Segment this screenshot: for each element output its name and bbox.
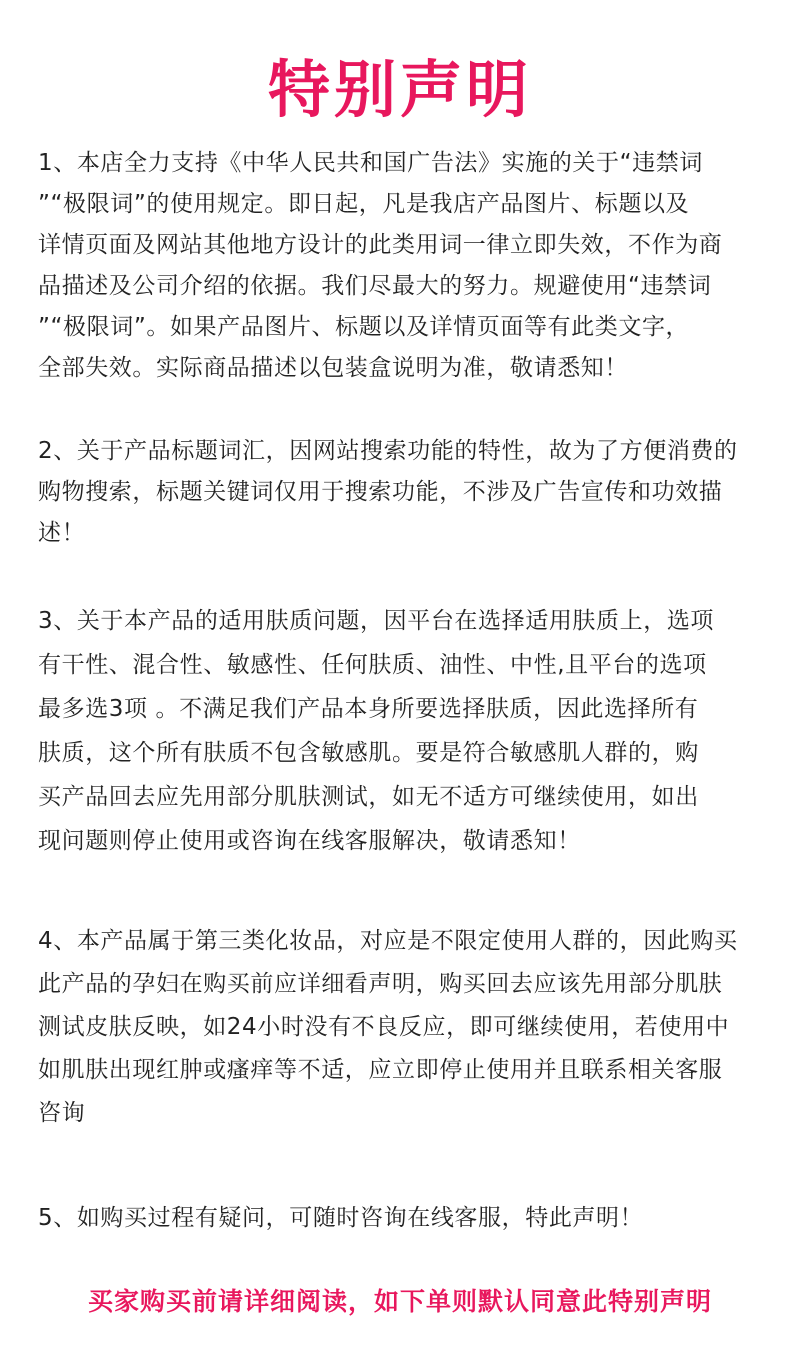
paragraph-line: ”“极限词”的使用规定。即日起，凡是我店产品图片、标题以及 xyxy=(38,191,690,217)
paragraph-line: 最多选3项 。不满足我们产品本身所要选择肤质，因此选择所有 xyxy=(38,696,699,722)
paragraph-line: 详情页面及网站其他地方设计的此类用词一律立即失效，不作为商 xyxy=(38,232,723,258)
paragraph-line: 如肌肤出现红肿或瘙痒等不适，应立即停止使用并且联系相关客服 xyxy=(38,1057,723,1083)
paragraph-line: 述！ xyxy=(38,520,86,546)
paragraph-line: 品描述及公司介绍的依据。我们尽最大的努力。规避使用“违禁词 xyxy=(38,273,712,299)
paragraph-line: 5、如购买过程有疑问，可随时咨询在线客服，特此声明！ xyxy=(38,1205,644,1231)
paragraph-line: 有干性、混合性、敏感性、任何肤质、油性、中性,且平台的选项 xyxy=(38,652,707,678)
footer-notice: 买家购买前请详细阅读，如下单则默认同意此特别声明 xyxy=(87,1287,712,1316)
paragraph-line: 2、关于产品标题词汇，因网站搜索功能的特性，故为了方便消费的 xyxy=(38,438,738,464)
page-title: 特别声明 xyxy=(267,53,532,126)
paragraph-line: 1、本店全力支持《中华人民共和国广告法》实施的关于“违禁词 xyxy=(38,150,703,176)
paragraph-line: ”“极限词”。如果产品图片、标题以及详情页面等有此类文字， xyxy=(38,314,690,340)
paragraph-line: 购物搜索，标题关键词仅用于搜索功能，不涉及广告宣传和功效描 xyxy=(38,479,723,505)
paragraph-line: 4、本产品属于第三类化妆品，对应是不限定使用人群的，因此购买 xyxy=(38,928,738,954)
paragraph-line: 测试皮肤反映，如24小时没有不良反应，即可继续使用，若使用中 xyxy=(38,1014,730,1040)
paragraph-line: 全部失效。实际商品描述以包装盒说明为准，敬请悉知！ xyxy=(38,355,628,381)
paragraph-line: 现问题则停止使用或咨询在线客服解决，敬请悉知！ xyxy=(38,828,581,854)
paragraph-line: 3、关于本产品的适用肤质问题，因平台在选择适用肤质上，选项 xyxy=(38,608,715,634)
paragraph-line: 肤质，这个所有肤质不包含敏感肌。要是符合敏感肌人群的，购 xyxy=(38,740,699,766)
paragraph-line: 此产品的孕妇在购买前应详细看声明，购买回去应该先用部分肌肤 xyxy=(38,971,723,997)
paragraph-line: 咨询 xyxy=(38,1100,86,1126)
paragraph-line: 买产品回去应先用部分肌肤测试，如无不适方可继续使用，如出 xyxy=(38,784,699,810)
